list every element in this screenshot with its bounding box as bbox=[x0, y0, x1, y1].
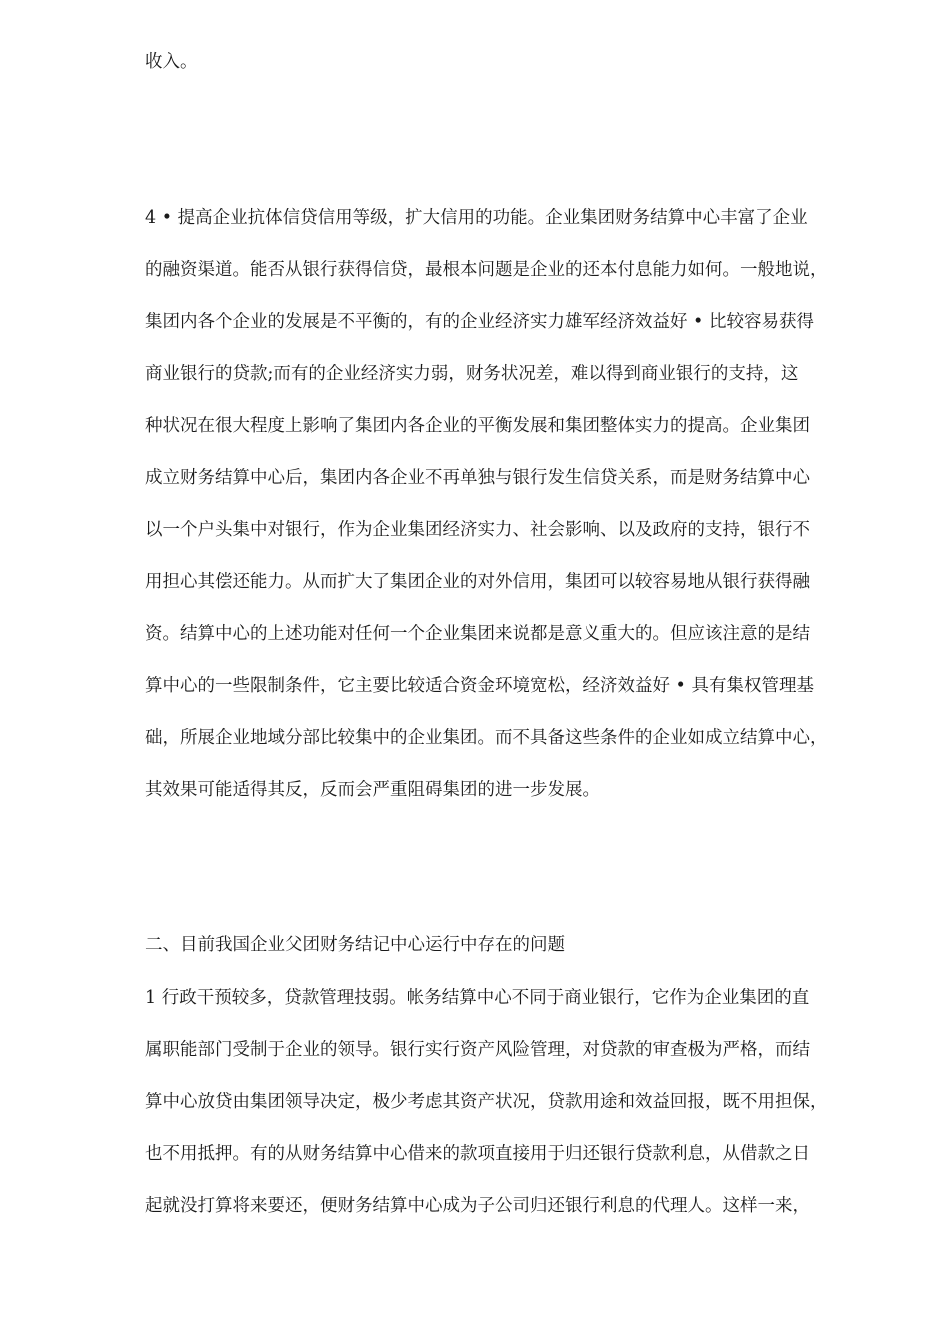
paragraph-line: 集团内各个企业的发展是不平衡的，有的企业经济实力雄军经济效益好 • 比较容易获得 bbox=[145, 312, 814, 332]
paragraph-line: 算中心的一些限制条件，它主要比较适合资金环境宽松，经济效益好 • 具有集权管理基 bbox=[145, 676, 814, 696]
paragraph-line: 础，所展企业地域分部比较集中的企业集团。而不具备这些条件的企业如成立结算中心， bbox=[145, 728, 828, 748]
paragraph-line: 算中心放贷由集团领导决定，极少考虑其资产状况，贷款用途和效益回报，既不用担保， bbox=[145, 1092, 828, 1112]
paragraph-line: 商业银行的贷款;而有的企业经济实力弱，财务状况差，难以得到商业银行的支持，这 bbox=[145, 364, 799, 384]
paragraph-line: 1 行政干预较多，贷款管理技弱。帐务结算中心不同于商业银行，它作为企业集团的直 bbox=[145, 988, 810, 1008]
paragraph-line: 4 • 提高企业抗体信贷信用等级，扩大信用的功能。企业集团财务结算中心丰富了企业 bbox=[145, 208, 808, 228]
paragraph-line: 用担心其偿还能力。从而扩大了集团企业的对外信用，集团可以较容易地从银行获得融 bbox=[145, 572, 810, 592]
paragraph-line: 种状况在很大程度上影响了集团内各企业的平衡发展和集团整体实力的提高。企业集团 bbox=[145, 416, 810, 436]
top-fragment-text: 收入。 bbox=[145, 52, 198, 72]
paragraph-line: 资。结算中心的上述功能对任何一个企业集团来说都是意义重大的。但应该注意的是结 bbox=[145, 624, 810, 644]
paragraph-line: 以一个户头集中对银行，作为企业集团经济实力、社会影响、以及政府的支持，银行不 bbox=[145, 520, 810, 540]
paragraph-line: 起就没打算将来要还，便财务结算中心成为子公司归还银行利息的代理人。这样一来， bbox=[145, 1196, 810, 1216]
paragraph-line: 属职能部门受制于企业的领导。银行实行资产风险管理，对贷款的审查极为严格，而结 bbox=[145, 1040, 810, 1060]
paragraph-line: 也不用抵押。有的从财务结算中心借来的款项直接用于归还银行贷款利息，从借款之日 bbox=[145, 1144, 810, 1164]
paragraph-line: 的融资渠道。能否从银行获得信贷，最根本问题是企业的还本付息能力如何。一般地说， bbox=[145, 260, 828, 280]
section-heading: 二、目前我国企业父团财务结记中心运行中存在的问题 bbox=[145, 935, 565, 955]
paragraph-line: 其效果可能适得其反，反而会严重阻碍集团的进一步发展。 bbox=[145, 780, 600, 800]
paragraph-line: 成立财务结算中心后，集团内各企业不再单独与银行发生信贷关系，而是财务结算中心 bbox=[145, 468, 810, 488]
